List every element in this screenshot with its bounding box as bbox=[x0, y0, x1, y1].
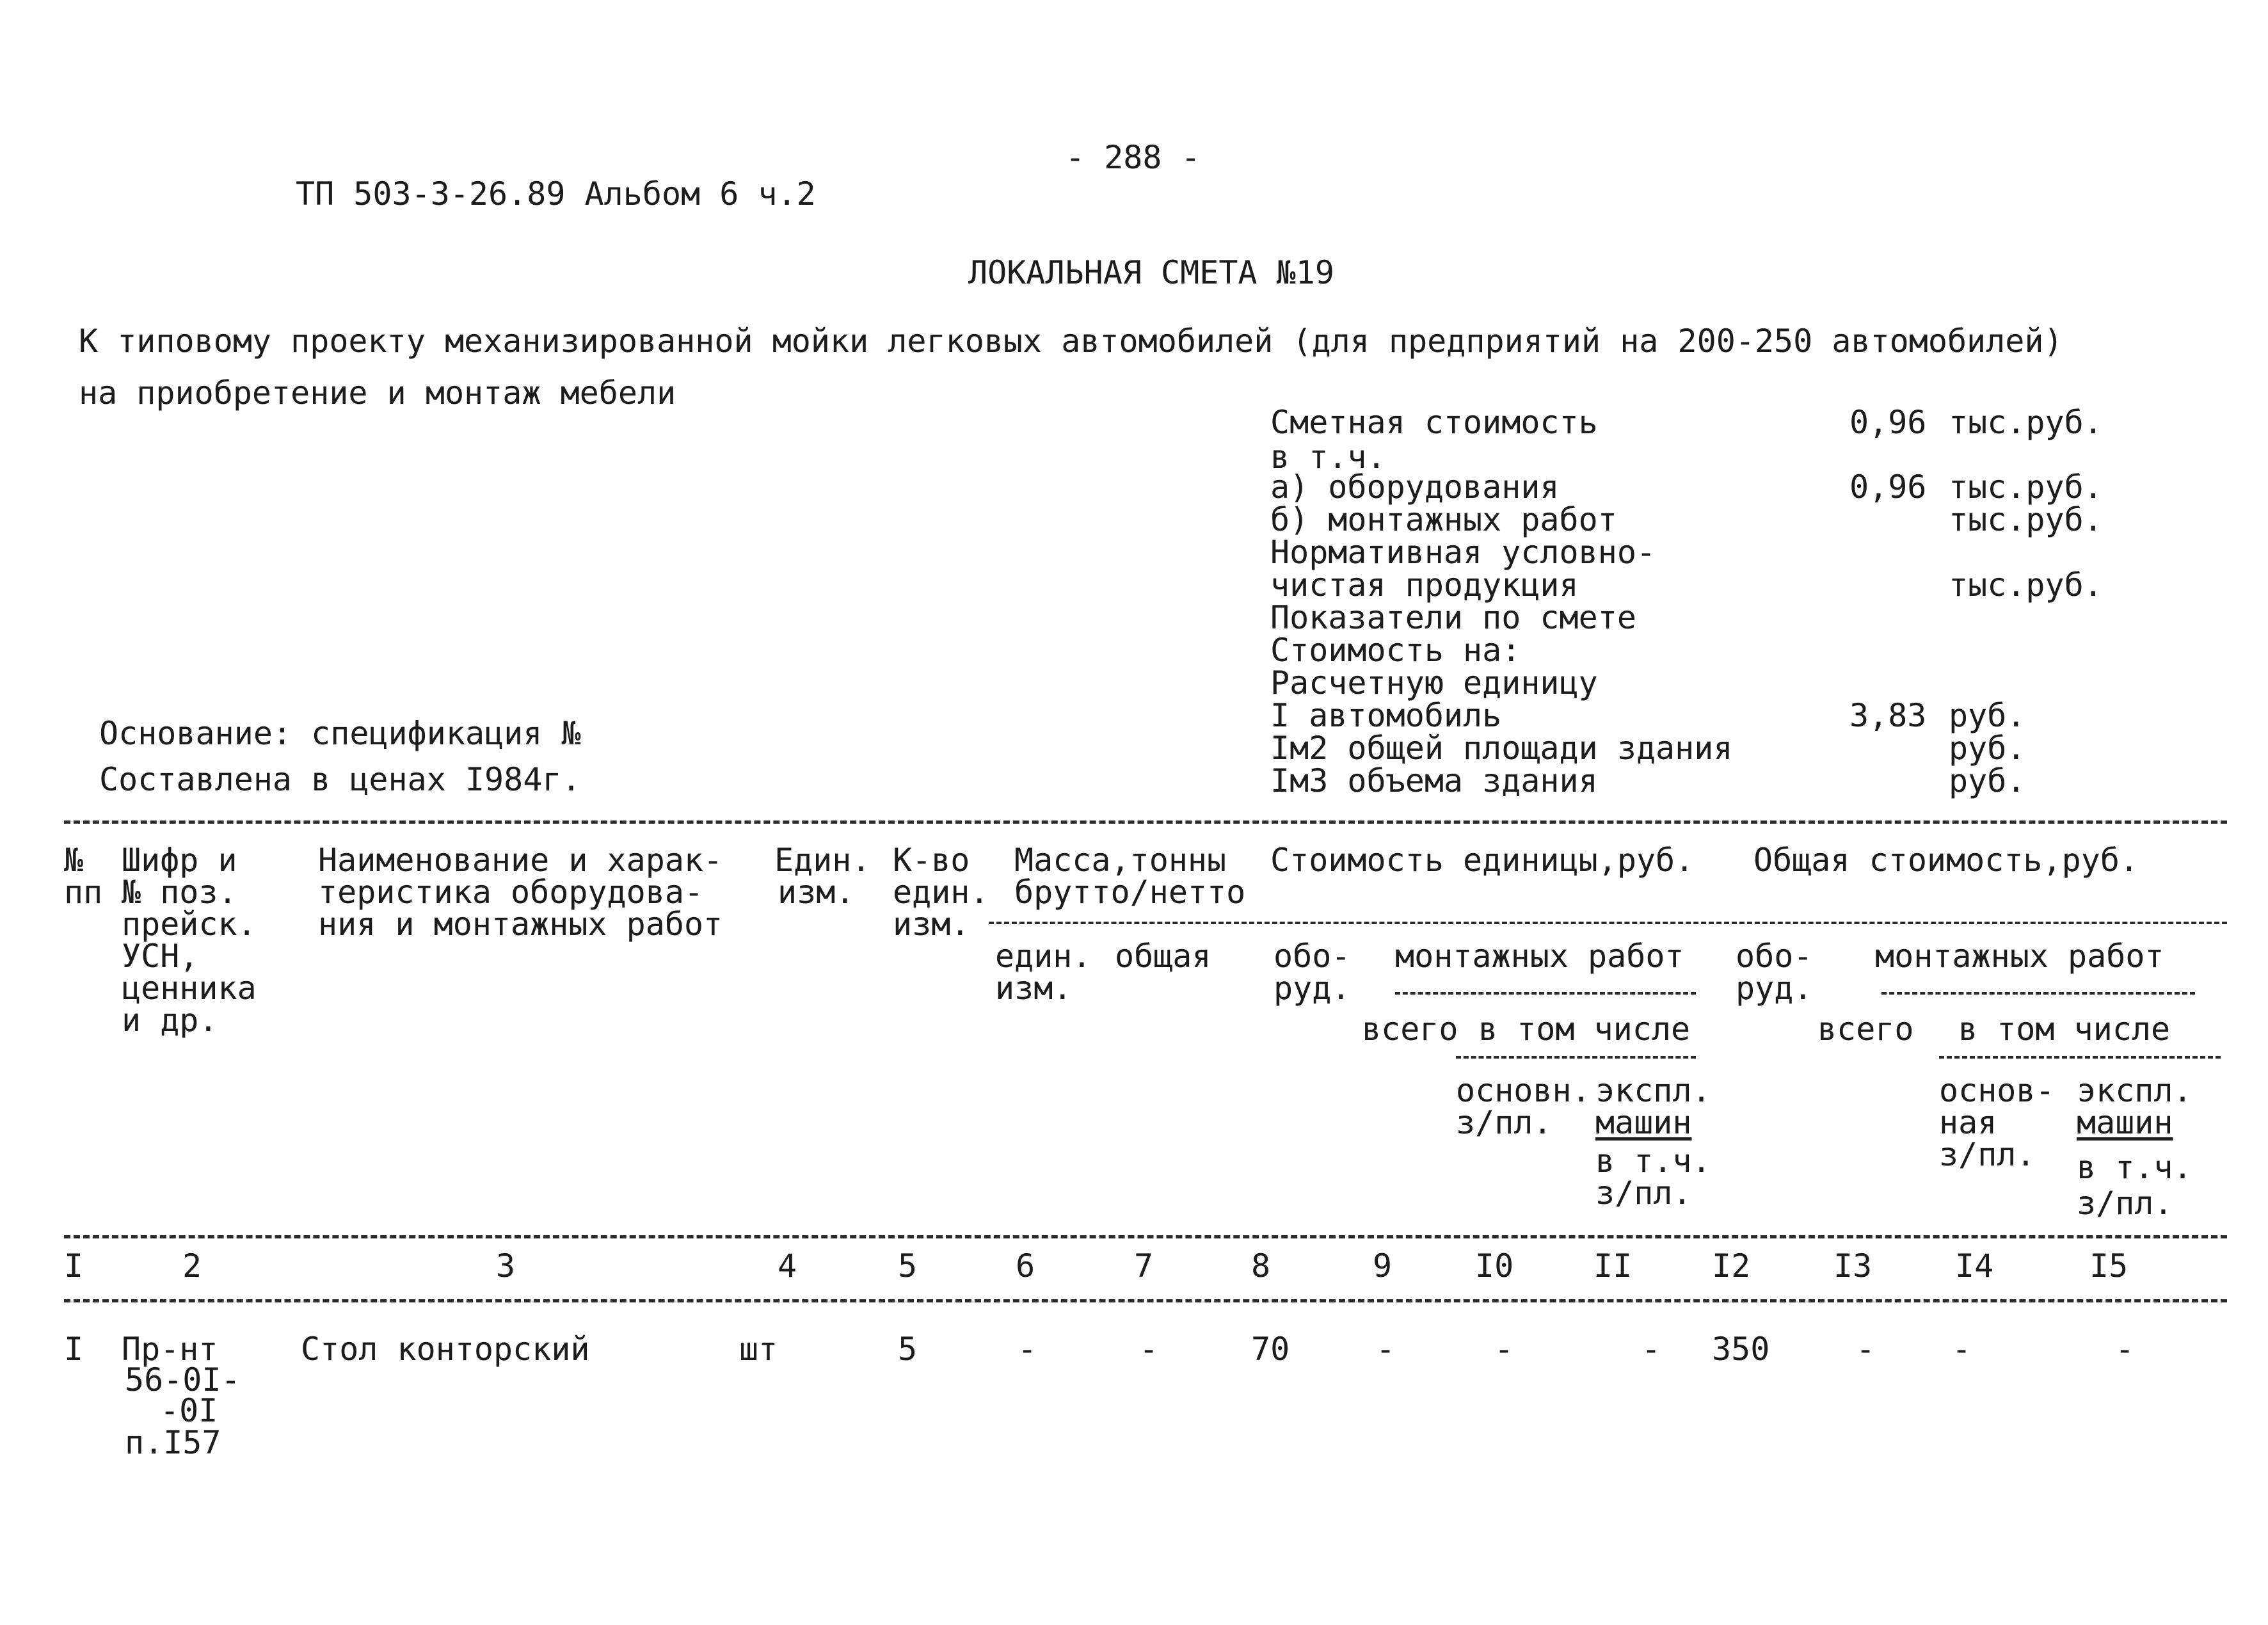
header-qty-1: К-во bbox=[893, 842, 970, 879]
column-numbers-top-rule bbox=[64, 1235, 2227, 1238]
column-number: I5 bbox=[2089, 1247, 2128, 1285]
header-mass-2: брутто/нетто bbox=[1014, 874, 1246, 911]
row-code-line-2: 56-0I- bbox=[125, 1361, 241, 1398]
row-code-line-3: -0I bbox=[160, 1392, 218, 1429]
header-total-incl: в том числе bbox=[1958, 1011, 2171, 1048]
row-unit: шт bbox=[739, 1331, 778, 1368]
header-name-2: теристика оборудова- bbox=[318, 874, 704, 911]
column-numbers-bottom-rule bbox=[64, 1299, 2227, 1302]
column-number: I0 bbox=[1475, 1247, 1514, 1285]
header-code-5: ценника bbox=[122, 970, 257, 1007]
header-total-equip-2: руд. bbox=[1736, 970, 1813, 1007]
row-unit-machines: - bbox=[1641, 1331, 1661, 1368]
per-car-unit: руб. bbox=[1949, 697, 2026, 734]
row-unit-basic-wage: - bbox=[1494, 1331, 1514, 1368]
basis-label: Основание: спецификация № bbox=[99, 715, 581, 752]
normative-label-line-2: чистая продукция bbox=[1270, 566, 1579, 604]
subtitle-line-2: на приобретение и монтаж мебели bbox=[79, 374, 676, 412]
header-unit-install-total: всего bbox=[1362, 1011, 1458, 1048]
normative-label-line-1: Нормативная условно- bbox=[1270, 534, 1656, 571]
row-total-machines: - bbox=[2115, 1331, 2135, 1368]
header-total-machines-1: экспл. bbox=[2077, 1072, 2192, 1109]
estimated-cost-value: 0,96 bbox=[1849, 404, 1927, 441]
header-qty-3: изм. bbox=[893, 906, 970, 943]
header-qty-2: един. bbox=[893, 874, 989, 911]
header-total-machines-2: машин bbox=[2077, 1104, 2173, 1141]
header-sub-rule-1 bbox=[989, 922, 2227, 924]
equipment-unit: тыс.руб. bbox=[1949, 468, 2103, 506]
header-unit-install: монтажных работ bbox=[1395, 938, 1684, 975]
row-name: Стол конторский bbox=[301, 1331, 590, 1368]
header-unit-machines-2: машин bbox=[1595, 1104, 1692, 1141]
row-unit-install-total: - bbox=[1376, 1331, 1396, 1368]
header-unit-2: изм. bbox=[778, 874, 855, 911]
header-total-machines-3: в т.ч. bbox=[2077, 1149, 2192, 1186]
per-car-label: I автомобиль bbox=[1270, 697, 1502, 734]
column-number: I4 bbox=[1955, 1247, 1994, 1285]
cost-for-label: Стоимость на: bbox=[1270, 632, 1521, 669]
header-mass-unit-2: изм. bbox=[995, 970, 1073, 1007]
column-number: I2 bbox=[1712, 1247, 1751, 1285]
header-unit-incl: в том числе bbox=[1478, 1011, 1691, 1048]
header-name-1: Наименование и харак- bbox=[318, 842, 723, 879]
row-total-equipment: 350 bbox=[1712, 1331, 1770, 1368]
header-total-install: монтажных работ bbox=[1875, 938, 2164, 975]
including-label: в т.ч. bbox=[1270, 438, 1386, 476]
equipment-label: а) оборудования bbox=[1270, 468, 1560, 506]
header-total-basic-wage-1: основ- bbox=[1939, 1072, 2055, 1109]
header-total-incl-rule bbox=[1939, 1056, 2221, 1059]
column-number: 8 bbox=[1251, 1247, 1271, 1285]
installation-label: б) монтажных работ bbox=[1270, 501, 1617, 538]
row-number: I bbox=[64, 1331, 84, 1368]
estimated-cost-label: Сметная стоимость bbox=[1270, 404, 1598, 441]
header-unit-equip-1: обо- bbox=[1274, 938, 1351, 975]
column-number: 3 bbox=[496, 1247, 516, 1285]
header-unit-machines-1: экспл. bbox=[1595, 1072, 1711, 1109]
estimated-cost-unit: тыс.руб. bbox=[1949, 404, 2103, 441]
header-num-1: № bbox=[64, 842, 84, 879]
calc-unit-label: Расчетную единицу bbox=[1270, 664, 1598, 701]
header-mass-unit-1: един. bbox=[995, 938, 1092, 975]
per-m2-label: Iм2 общей площади здания bbox=[1270, 730, 1733, 767]
header-num-2: пп bbox=[64, 874, 103, 911]
header-total-cost: Общая стоимость,руб. bbox=[1753, 842, 2139, 879]
column-number: I bbox=[64, 1247, 84, 1285]
header-unit-incl-rule bbox=[1456, 1056, 1696, 1059]
header-unit-install-rule bbox=[1395, 992, 1696, 995]
subtitle-line-1: К типовому проекту механизированной мойки легковых автомобилей (для предприятий на 200-250 автомобилей) bbox=[79, 323, 2063, 360]
row-total-install: - bbox=[1856, 1331, 1876, 1368]
column-number: 5 bbox=[898, 1247, 918, 1285]
column-number: 2 bbox=[182, 1247, 202, 1285]
row-mass-unit: - bbox=[1018, 1331, 1037, 1368]
album-reference: ТП 503-3-26.89 Альбом 6 ч.2 bbox=[296, 175, 816, 212]
column-number: 9 bbox=[1373, 1247, 1393, 1285]
indicators-label: Показатели по смете bbox=[1270, 599, 1636, 636]
page-number: - 288 - bbox=[1066, 139, 1201, 176]
header-mass-1: Масса,тонны bbox=[1014, 842, 1227, 879]
equipment-value: 0,96 bbox=[1849, 468, 1927, 506]
per-car-value: 3,83 bbox=[1849, 697, 1927, 734]
row-code-line-4: п.I57 bbox=[125, 1424, 221, 1461]
row-qty: 5 bbox=[898, 1331, 918, 1368]
prices-label: Составлена в ценах I984г. bbox=[99, 761, 581, 798]
header-unit-basic-wage-2: з/пл. bbox=[1456, 1104, 1553, 1141]
header-unit-machines-4: з/пл. bbox=[1595, 1174, 1692, 1212]
header-total-basic-wage-3: з/пл. bbox=[1939, 1136, 2036, 1173]
document-title: ЛОКАЛЬНАЯ СМЕТА №19 bbox=[968, 254, 1334, 291]
installation-unit: тыс.руб. bbox=[1949, 501, 2103, 538]
header-unit-basic-wage-1: основн. bbox=[1456, 1072, 1591, 1109]
table-top-rule bbox=[64, 821, 2227, 824]
header-code-2: № поз. bbox=[122, 874, 237, 911]
per-m3-unit: руб. bbox=[1949, 762, 2026, 799]
header-total-install-total: всего bbox=[1817, 1011, 1914, 1048]
per-m2-unit: руб. bbox=[1949, 730, 2026, 767]
header-mass-total: общая bbox=[1115, 938, 1211, 975]
row-total-basic-wage: - bbox=[1952, 1331, 1972, 1368]
row-unit-equipment: 70 bbox=[1251, 1331, 1290, 1368]
header-total-install-rule bbox=[1881, 992, 2195, 995]
header-unit-equip-2: руд. bbox=[1274, 970, 1351, 1007]
column-number: I3 bbox=[1833, 1247, 1873, 1285]
header-unit-1: Един. bbox=[774, 842, 871, 879]
header-unit-machines-3: в т.ч. bbox=[1595, 1142, 1711, 1180]
header-code-3: прейск. bbox=[122, 906, 257, 943]
column-number: II bbox=[1593, 1247, 1633, 1285]
header-name-3: ния и монтажных работ bbox=[318, 906, 723, 943]
column-number: 6 bbox=[1016, 1247, 1035, 1285]
column-number: 7 bbox=[1134, 1247, 1154, 1285]
header-code-6: и др. bbox=[122, 1002, 218, 1039]
row-mass-total: - bbox=[1139, 1331, 1159, 1368]
header-unit-cost: Стоимость единицы,руб. bbox=[1270, 842, 1695, 879]
header-code-4: УСН, bbox=[122, 938, 199, 975]
header-total-machines-4: з/пл. bbox=[2077, 1185, 2173, 1222]
header-total-equip-1: обо- bbox=[1736, 938, 1813, 975]
header-code-1: Шифр и bbox=[122, 842, 237, 879]
normative-unit: тыс.руб. bbox=[1949, 566, 2103, 604]
per-m3-label: Iм3 объема здания bbox=[1270, 762, 1598, 799]
column-number: 4 bbox=[778, 1247, 797, 1285]
header-total-basic-wage-2: ная bbox=[1939, 1104, 1997, 1141]
row-code-line-1: Пр-нт bbox=[122, 1331, 218, 1368]
